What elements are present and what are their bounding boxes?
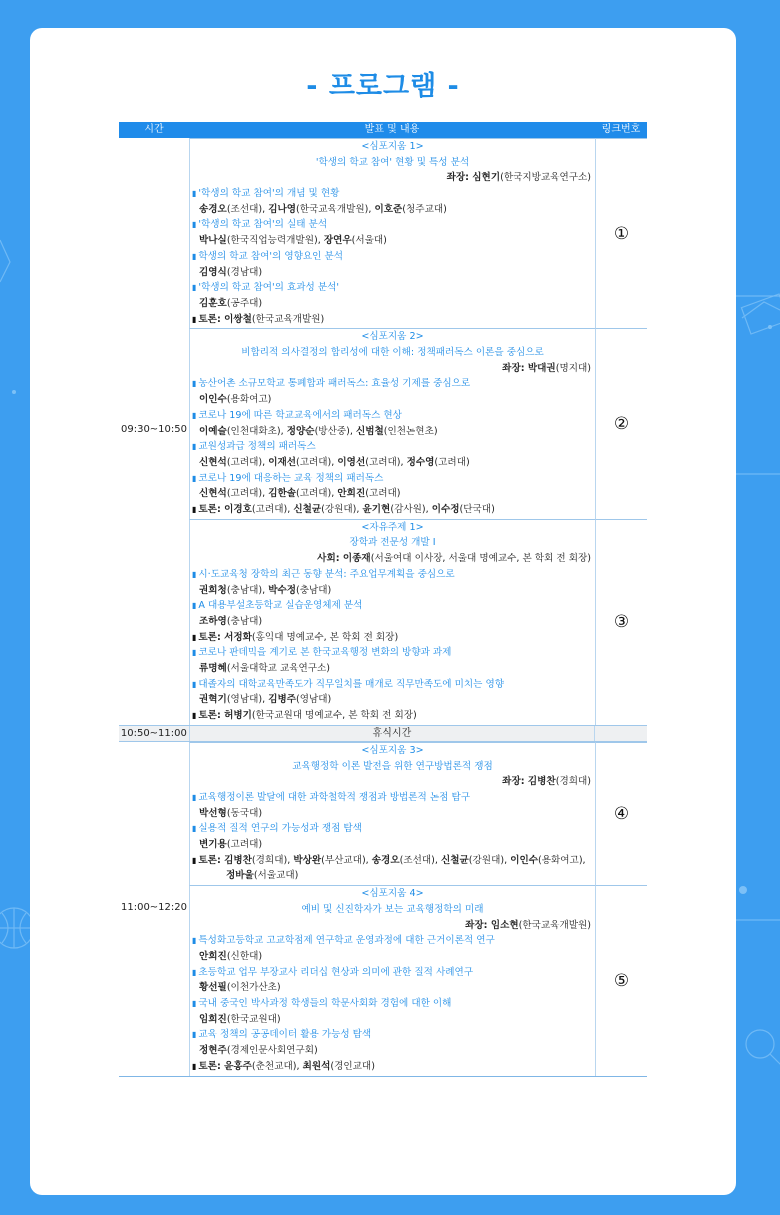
presentation-topic: ▮ 대졸자의 대학교육만족도가 직무일치를 매개로 직무만족도에 미치는 영향 — [190, 677, 595, 693]
session-theme: 교육행정학 이론 발전을 위한 연구방법론적 쟁점 — [292, 760, 493, 772]
presentation-topic: ▮ '학생의 학교 참여'의 효과성 분석' — [190, 280, 595, 296]
presentation-topic: ▮ 교원성과급 정책의 패러독스 — [190, 439, 595, 455]
presenter-name: 윤기현 — [362, 503, 391, 515]
presentation-topic: ▮ 시·도교육청 장학의 최근 동향 분석: 주요업무계획을 중심으로 — [190, 567, 595, 583]
presenter-name: 이수정 — [431, 503, 460, 515]
chair-affiliation: (명지대) — [555, 362, 591, 374]
presenter-name: 김한솔 — [268, 488, 297, 500]
presenter-name: 황선필 — [199, 982, 227, 994]
presenter-name: 신철균 — [293, 503, 322, 515]
chair-role: 좌장: — [502, 776, 528, 788]
affiliation: (인천논현초) — [383, 425, 438, 437]
affiliation: (한국직업능력개발원), — [226, 235, 324, 247]
presentation-topic: ▮ '학생의 학교 참여'의 실태 분석 — [190, 217, 595, 233]
affiliation: (홍익대 명예교수, 본 학회 전 회장) — [251, 631, 399, 643]
presentation-topic: ▮ 코로나 19에 대응하는 교육 정책의 패러독스 — [190, 471, 595, 487]
presentation-topic: ▮ 교육행정이론 발달에 대한 과학철학적 쟁점과 방법론적 논점 탐구 — [190, 790, 595, 806]
affiliation: (충남대), — [226, 584, 269, 596]
presenter-name: 정현주 — [199, 1045, 227, 1057]
discussion-line — [190, 868, 595, 884]
affiliation: (고려대), — [365, 456, 407, 468]
presenter-name: 권희청 — [199, 584, 227, 596]
chair-name: 임소현 — [490, 919, 519, 931]
presenter-name: 이예슬 — [199, 425, 227, 437]
presenter-name: 박나실 — [199, 235, 227, 247]
chair-name: 심현기 — [472, 172, 501, 184]
presenter-line — [190, 837, 595, 853]
affiliation: (경인교대) — [330, 1060, 375, 1072]
chair-role: 좌장: — [465, 919, 491, 931]
presenter-name: 박선형 — [199, 807, 227, 819]
presenter-line — [190, 692, 595, 708]
presenter-name: 조하영 — [199, 615, 227, 627]
presenter-name: 신범철 — [355, 425, 384, 437]
chair-affiliation: (서울여대 이사장, 서울대 명예교수, 본 학회 전 회장) — [370, 553, 591, 565]
link-number-label: ① — [613, 223, 630, 244]
presenter-name: 권혁기 — [199, 694, 227, 706]
link-number-label: ② — [613, 414, 630, 435]
discussion-line — [190, 1059, 595, 1075]
presenter-name: 박상완 — [293, 854, 322, 866]
presenter-name: 김영식 — [199, 266, 227, 278]
affiliation: (고려대), — [226, 456, 269, 468]
presenter-name: 토론: 서정화 — [198, 631, 252, 643]
session-chair — [190, 774, 595, 790]
presenter-line — [190, 202, 595, 218]
affiliation: (용화여고), — [538, 854, 586, 866]
presenter-name: 정수영 — [406, 456, 435, 468]
affiliation: (춘천교대), — [251, 1060, 303, 1072]
session-theme: '학생의 학교 참여' 현황 및 특성 분석 — [315, 156, 470, 168]
presenter-name: 토론: 이쌍철 — [198, 313, 252, 325]
affiliation: (고려대), — [226, 488, 269, 500]
affiliation: (한국교육개발원), — [296, 203, 375, 215]
affiliation: (한국교원대) — [226, 1013, 281, 1025]
program-card — [30, 28, 736, 1195]
session-cell — [189, 519, 595, 725]
presentation-topic: ▮ 코로나 19에 따른 학교교육에서의 패러독스 현상 — [190, 408, 595, 424]
affiliation: (고려대) — [365, 488, 401, 500]
presenter-line — [190, 949, 595, 965]
affiliation: (청주교대) — [402, 203, 447, 215]
presenter-line — [190, 1043, 595, 1059]
affiliation: (이천가산초) — [226, 982, 281, 994]
break-time: 10:50~11:00 — [120, 727, 187, 739]
chair-role: 좌장: — [502, 362, 528, 374]
affiliation: (조선대), — [226, 203, 269, 215]
presenter-line — [190, 233, 595, 249]
affiliation: (서울대) — [351, 235, 387, 247]
header-time: 시간 — [144, 124, 164, 135]
affiliation: (영남대), — [226, 694, 269, 706]
affiliation: (고려대), — [296, 488, 338, 500]
link-number-label: ⑤ — [613, 970, 630, 991]
presenter-name: 이호준 — [374, 203, 403, 215]
presentation-topic: ▮ 초등학교 업무 부장교사 리더십 현상과 의미에 관한 질적 사례연구 — [190, 965, 595, 981]
presenter-name: 이영선 — [337, 456, 366, 468]
presenter-name: 토론: 허병기 — [198, 710, 252, 722]
session-cell — [189, 328, 595, 518]
presenter-line — [190, 265, 595, 281]
affiliation: (고려대) — [226, 839, 263, 851]
session-heading: <심포지움 3> — [361, 744, 424, 756]
discussion-line — [190, 502, 595, 518]
presenter-line — [190, 1012, 595, 1028]
chair-name: 김병찬 — [527, 776, 556, 788]
break-link-empty — [594, 726, 647, 741]
header-content: 발표 및 내용 — [364, 124, 420, 135]
chair-role: 좌장: — [446, 172, 473, 184]
discussion-line — [190, 708, 595, 724]
affiliation: (공주대) — [226, 297, 263, 309]
affiliation: (충남대) — [226, 615, 263, 627]
presenter-name: 류명혜 — [199, 662, 227, 674]
affiliation: (충남대) — [296, 584, 332, 596]
header-link: 링크번호 — [601, 124, 641, 135]
presenter-name: 신철균 — [440, 854, 469, 866]
affiliation: (서울교대) — [253, 870, 299, 882]
chair-name: 박대권 — [527, 362, 556, 374]
chair-role: 사회: — [317, 553, 343, 565]
program-table — [119, 122, 647, 1072]
presenter-line — [190, 583, 595, 599]
time-slot: 11:00~12:20 — [120, 901, 187, 913]
link-number — [595, 885, 647, 1075]
presenter-name: 박수정 — [268, 584, 297, 596]
affiliation: (강원대), — [468, 854, 511, 866]
session-chair — [190, 361, 595, 377]
chair-affiliation: (한국지방교육연구소) — [500, 172, 591, 184]
presenter-name: 이인수 — [510, 854, 538, 866]
presenter-name: 정양순 — [286, 425, 315, 437]
presenter-name: 최원석 — [302, 1060, 331, 1072]
presenter-line — [190, 806, 595, 822]
page-title: - 프로그램 - — [306, 71, 460, 102]
session-heading: <심포지움 1> — [361, 141, 424, 152]
presenter-line — [190, 661, 595, 677]
presenter-name: 토론: 이경호 — [198, 503, 252, 515]
link-number — [595, 138, 647, 328]
presenter-name: 이인수 — [199, 394, 227, 406]
presentation-topic: ▮ 실용적 질적 연구의 가능성과 쟁점 탐색 — [190, 821, 595, 837]
affiliation: (방산중), — [314, 425, 356, 437]
chair-affiliation: (경희대) — [555, 776, 591, 788]
link-number — [595, 519, 647, 725]
presentation-topic: ▮ 농산어촌 소규모학교 통폐합과 패러독스: 효율성 기제를 중심으로 — [190, 376, 595, 392]
link-number — [595, 328, 647, 518]
affiliation: (감사원), — [390, 503, 432, 515]
presenter-name: 변기용 — [199, 839, 227, 851]
chair-name: 이종재 — [342, 553, 371, 565]
session-theme: 장학과 전문성 개발 I — [349, 537, 436, 549]
presenter-name: 신현석 — [199, 488, 227, 500]
presentation-topic: ▮ 학생의 학교 참여'의 영향요인 분석 — [190, 249, 595, 265]
presenter-name: 안희진 — [199, 950, 227, 962]
presentation-topic: ▮ 특성화고등학교 고교학점제 연구학교 운영과정에 대한 근거이론적 연구 — [190, 933, 595, 949]
affiliation: (서울대학교 교육연구소) — [226, 662, 331, 674]
presenter-name: 임희진 — [199, 1013, 227, 1025]
affiliation: (인천대화초), — [226, 425, 287, 437]
presenter-line — [190, 614, 595, 630]
session-theme: 예비 및 신진학자가 보는 교육행정학의 미래 — [301, 903, 484, 915]
affiliation: (한국교원대 명예교수, 본 학회 전 회장) — [251, 710, 417, 722]
table-bottom-border — [119, 1076, 647, 1077]
presenter-name: 김병주 — [268, 694, 297, 706]
session-cell — [189, 138, 595, 328]
presentation-topic: ▮ '학생의 학교 참여'의 개념 및 현황 — [190, 186, 595, 202]
break-row — [119, 725, 647, 742]
link-number-label: ③ — [613, 612, 630, 633]
table-header — [119, 122, 647, 138]
session-chair — [190, 551, 595, 567]
presenter-name: 김훈호 — [199, 297, 227, 309]
affiliation: (단국대) — [459, 503, 495, 515]
session-chair — [190, 918, 595, 934]
link-number-label: ④ — [613, 804, 630, 825]
break-label: 휴식시간 — [189, 726, 594, 741]
link-number — [595, 742, 647, 885]
session-heading: <심포지움 4> — [361, 888, 424, 900]
presenter-name: 송경오 — [371, 854, 400, 866]
affiliation: (영남대) — [296, 694, 332, 706]
presentation-topic: ▮ 국내 중국인 박사과정 학생들의 학문사회화 경험에 대한 이해 — [190, 996, 595, 1012]
magnifier-icon — [746, 1030, 774, 1058]
presentation-topic: ▮ 코로나 판데믹을 계기로 본 한국교육행정 변화의 방향과 과제 — [190, 645, 595, 661]
affiliation: (경희대), — [251, 854, 294, 866]
discussion-line — [190, 853, 595, 869]
session-heading: <자유주제 1> — [361, 521, 424, 533]
session-chair — [190, 170, 595, 186]
affiliation: (용화여고) — [226, 394, 272, 406]
presenter-name: 장연우 — [323, 235, 352, 247]
affiliation: (경제인문사회연구회) — [226, 1045, 318, 1057]
session-theme: 비합리적 의사결정의 합리성에 대한 이해: 정책패러독스 이론을 중심으로 — [241, 347, 544, 359]
presenter-name: 토론: 윤홍주 — [198, 1060, 252, 1072]
presenter-name: 송경오 — [199, 203, 227, 215]
affiliation: (경남대) — [226, 266, 263, 278]
session-cell — [189, 885, 595, 1075]
session-cell — [189, 742, 595, 885]
affiliation: (한국교육개발원) — [251, 313, 325, 325]
presenter-name: 정바울 — [226, 870, 254, 882]
affiliation: (강원대), — [321, 503, 363, 515]
presenter-name: 토론: 김병찬 — [198, 854, 252, 866]
presenter-name: 이재선 — [268, 456, 297, 468]
presentation-topic: ▮ 교육 정책의 공공데이터 활용 가능성 탐색 — [190, 1027, 595, 1043]
chair-affiliation: (한국교육개발원) — [518, 919, 591, 931]
discussion-line — [190, 312, 595, 328]
affiliation: (부산교대), — [321, 854, 372, 866]
affiliation: (동국대) — [226, 807, 263, 819]
presenter-line — [190, 455, 595, 471]
presenter-line — [190, 392, 595, 408]
presenter-line — [190, 424, 595, 440]
affiliation: (신한대) — [226, 950, 263, 962]
discussion-line — [190, 630, 595, 646]
presenter-name: 신현석 — [199, 456, 227, 468]
affiliation: (조선대), — [399, 854, 441, 866]
affiliation: (고려대), — [251, 503, 294, 515]
time-slot: 09:30~10:50 — [120, 424, 187, 436]
presenter-line — [190, 980, 595, 996]
pencil-shape — [0, 240, 10, 282]
presenter-line — [190, 296, 595, 312]
presentation-topic: ▮ A 대용부설초등학교 실습운영체제 분석 — [190, 598, 595, 614]
presenter-name: 김나영 — [268, 203, 297, 215]
session-heading: <심포지움 2> — [361, 331, 424, 343]
affiliation: (고려대) — [434, 456, 470, 468]
affiliation: (고려대), — [296, 456, 338, 468]
presenter-name: 안희진 — [337, 488, 366, 500]
presenter-line — [190, 486, 595, 502]
